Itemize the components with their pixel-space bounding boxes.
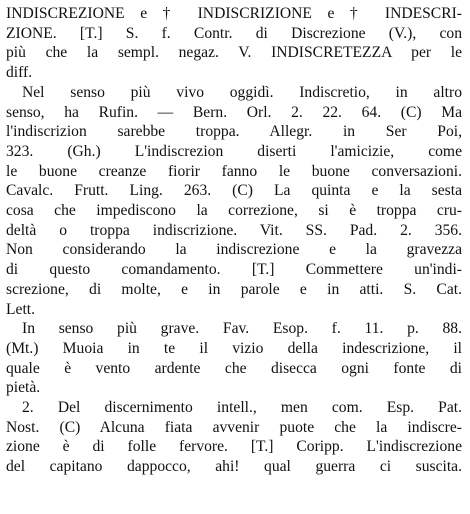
- text-line: Nost. (C) Alcuna fiata avvenir puote che la indiscre-: [6, 418, 462, 436]
- text-line: le buone creanze fiorir fanno le buone conversazioni.: [6, 162, 462, 180]
- text-line: deltà o troppa indiscrizione. Vit. SS. Pad. 2. 356.: [6, 221, 462, 239]
- text-line: diff.: [6, 64, 33, 82]
- text-line: di questo comandamento. [T.] Commettere un'indi-: [6, 261, 462, 279]
- text-line: Lett.: [6, 300, 36, 318]
- text-line: l'indiscrizion sarebbe troppa. Allegr. in Ser Poi,: [6, 123, 462, 141]
- text-line: 323. (Gh.) L'indiscrezion diserti l'amicizie, come: [6, 142, 462, 160]
- text-line: zione è di folle fervore. [T.] Coripp. L'indiscrezione: [6, 438, 462, 456]
- text-line: più che la sempl. negaz. V. INDISCRETEZZA per le: [6, 44, 462, 62]
- text-line: Cavalc. Frutt. Ling. 263. (C) La quinta e la sesta: [6, 182, 462, 200]
- text-line: ZIONE. [T.] S. f. Contr. di Discrezione (V.), con: [6, 24, 462, 42]
- text-line: Non considerando la indiscrezione e la gravezza: [6, 241, 462, 259]
- text-line: screzione, di molte, e in parole e in atti. S. Cat.: [6, 280, 462, 298]
- text-line: senso, ha Rufin. — Bern. Orl. 2. 22. 64. (C) Ma: [6, 103, 462, 121]
- text-line: 2. Del discernimento intell., men com. Esp. Pat.: [22, 399, 462, 417]
- text-line: (Mt.) Muoia in te il vizio della indescrizione, il: [6, 339, 462, 357]
- text-line: cosa che impediscono la correzione, si è troppa cru-: [6, 202, 462, 220]
- text-line: In senso più grave. Fav. Esop. f. 11. p. 88.: [22, 320, 462, 338]
- text-line: INDISCREZIONE e † INDISCRIZIONE e † INDESCRI-: [6, 5, 462, 22]
- text-line: del capitano dappocco, ahi! qual guerra ci suscita.: [6, 458, 462, 476]
- dictionary-entry: [6, 4, 462, 477]
- text-line: Nel senso più vivo oggidì. Indiscretio, in altro: [22, 83, 462, 101]
- text-line: quale è vento ardente che disecca ogni fonte di: [6, 359, 462, 377]
- text-line: pietà.: [6, 379, 41, 397]
